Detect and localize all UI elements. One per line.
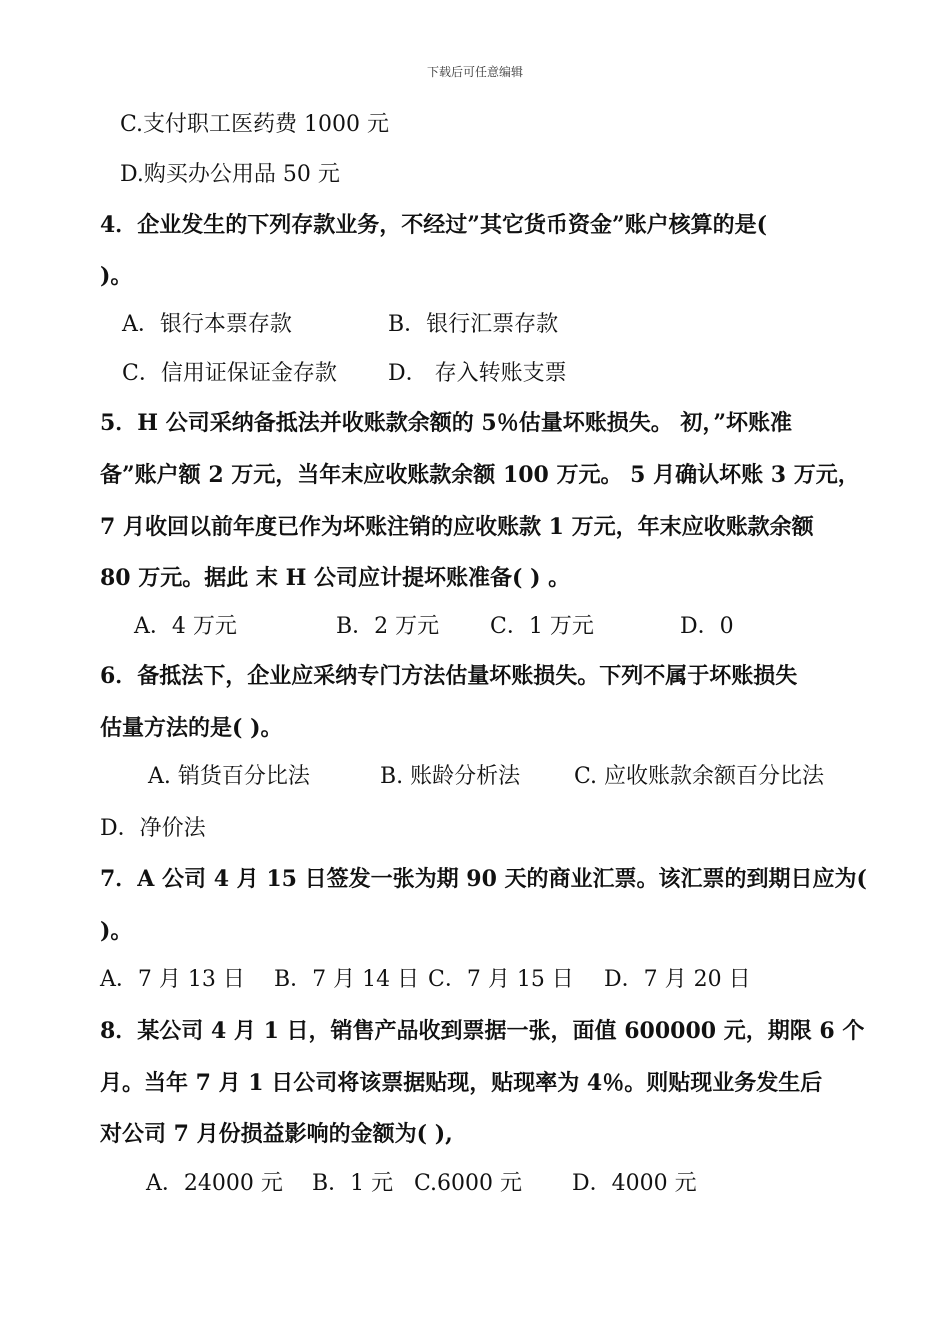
question-5-line-2: 备”账户额 2 万元，当年末应收账款余额 100 万元。 5 月确认坏账 3 万元， [100, 462, 860, 488]
question-5-line-4: 80 万元。据此 末 H 公司应计提坏账准备( ) 。 [100, 565, 571, 591]
question-8-line-3: 对公司 7 月份损益影响的金额为( ), [100, 1121, 453, 1147]
question-6-option-d: D．净价法 [100, 816, 206, 841]
question-4-option-b: B．银行汇票存款 [388, 312, 559, 337]
question-7-line-2: )。 [100, 918, 133, 944]
question-8-option-c: C.6000 元 [414, 1171, 523, 1196]
question-8-line-2: 月。当年 7 月 1 日公司将该票据贴现，贴现率为 4％。则贴现业务发生后 [100, 1070, 823, 1096]
question-4-option-a: A．银行本票存款 [122, 312, 292, 337]
question-5-option-a: A．4 万元 [134, 614, 237, 639]
question-8-line-1: 8．某公司 4 月 1 日，销售产品收到票据一张，面值 600000 元，期限 6 个 [100, 1018, 865, 1044]
question-8-option-d: D．4000 元 [572, 1171, 697, 1196]
question-7-option-d: D．7 月 20 日 [604, 967, 751, 992]
question-8-option-b: B．1 元 [312, 1171, 394, 1196]
question-4-line-1: 4．企业发生的下列存款业务，不经过”其它货币资金”账户核算的是( [100, 212, 768, 238]
question-4-option-d: D． 存入转账支票 [388, 361, 567, 386]
question-5-option-c: C．1 万元 [490, 614, 594, 639]
question-7-option-a: A．7 月 13 日 [100, 967, 245, 992]
question-6-option-c: C. 应收账款余额百分比法 [574, 764, 825, 789]
question-4-option-c: C．信用证保证金存款 [122, 361, 337, 386]
question-7-line-1: 7．A 公司 4 月 15 日签发一张为期 90 天的商业汇票。该汇票的到期日应为( [100, 866, 867, 892]
question-6-line-1: 6．备抵法下，企业应采纳专门方法估量坏账损失。下列不属于坏账损失 [100, 663, 798, 689]
option-d: D.购买办公用品 50 元 [120, 162, 340, 187]
page-header: 下载后可任意编辑 [426, 65, 523, 79]
question-5-line-1: 5．H 公司采纳备抵法并收账款余额的 5％估量坏账损失。 初，”坏账准 [100, 410, 793, 436]
question-6-option-a: A. 销货百分比法 [148, 764, 310, 789]
question-7-option-b: B．7 月 14 日 [274, 967, 420, 992]
question-6-option-b: B. 账龄分析法 [380, 764, 521, 789]
option-c: C.支付职工医药费 1000 元 [120, 112, 390, 137]
question-8-option-a: A．24000 元 [146, 1171, 283, 1196]
question-5-line-3: 7 月收回以前年度已作为坏账注销的应收账款 1 万元，年末应收账款余额 [100, 514, 814, 540]
question-5-option-d: D．0 [680, 614, 734, 639]
question-5-option-b: B．2 万元 [336, 614, 440, 639]
question-7-option-c: C．7 月 15 日 [428, 967, 574, 992]
question-4-line-2: )。 [100, 263, 133, 289]
question-6-line-2: 估量方法的是( )。 [100, 715, 283, 741]
